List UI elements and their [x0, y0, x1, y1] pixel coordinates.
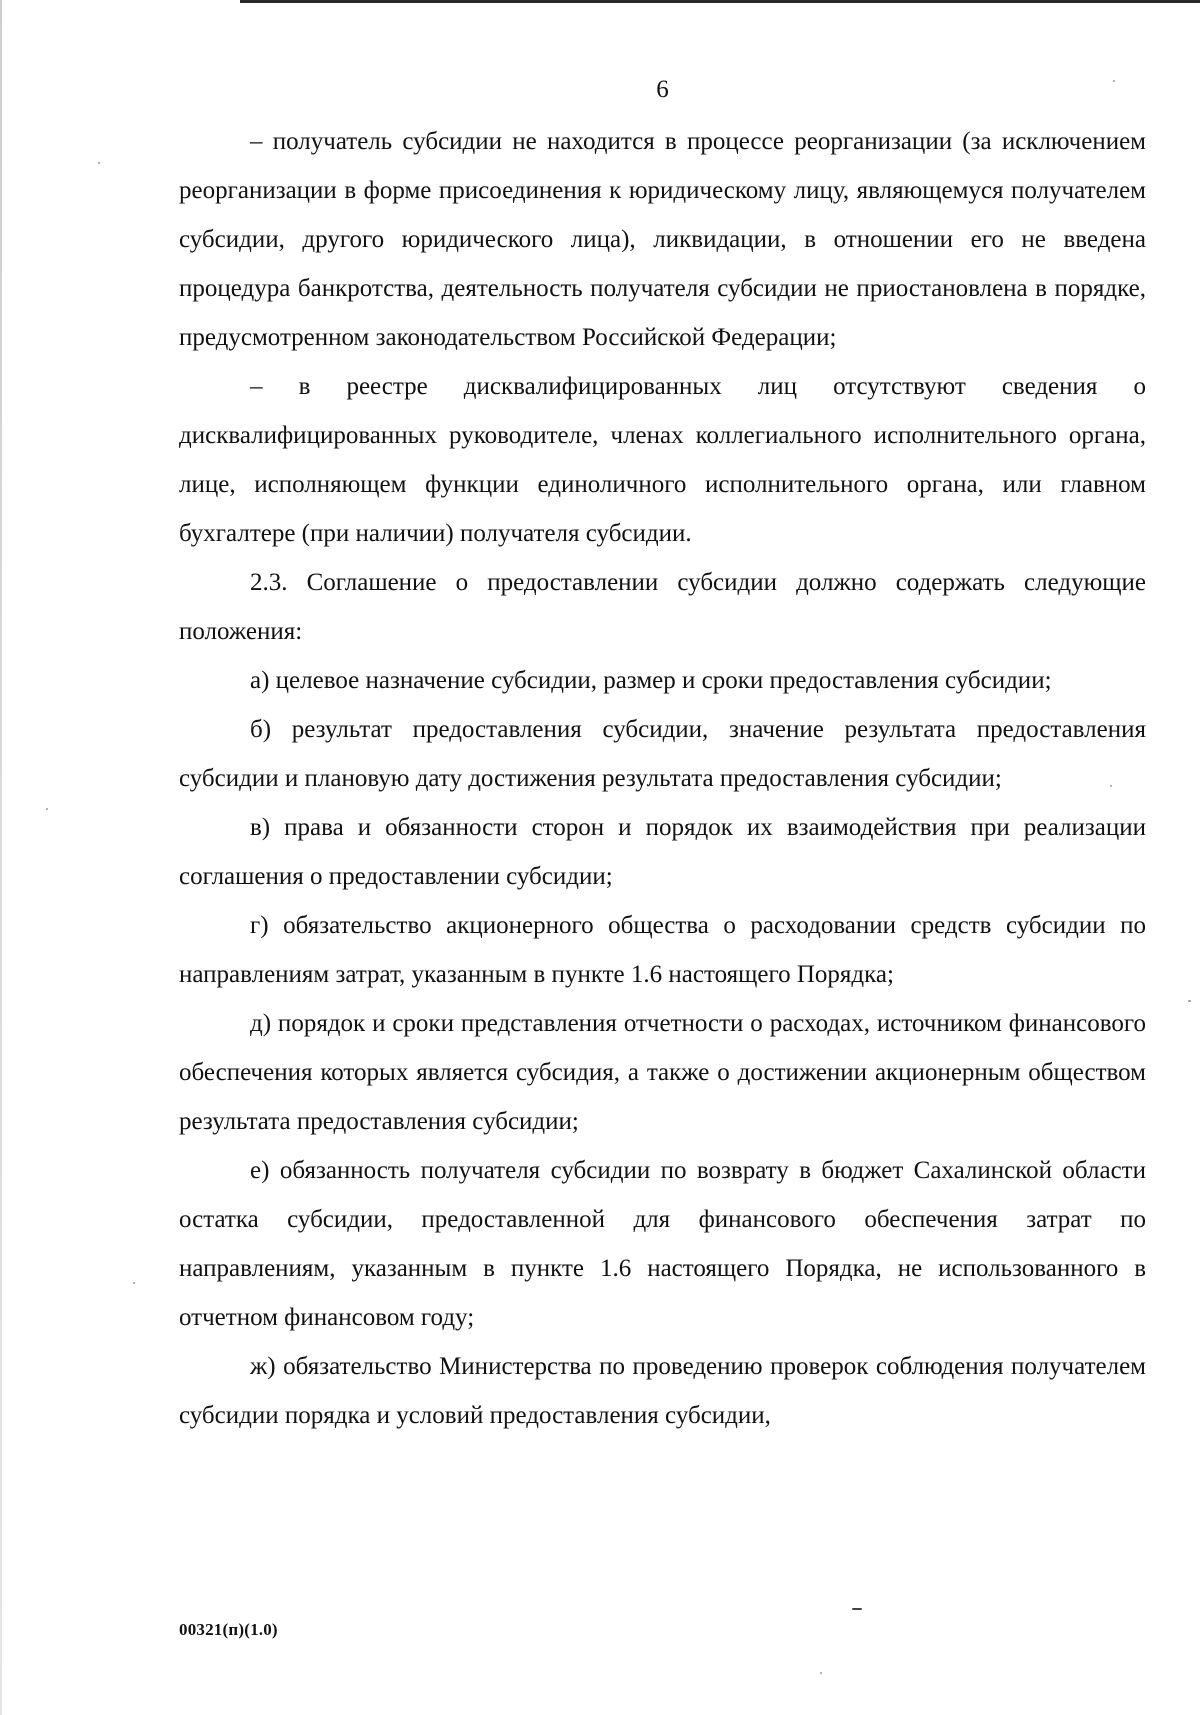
- scan-speck: [1113, 80, 1115, 82]
- scan-speck: [46, 808, 48, 810]
- list-item-zh: ж) обязательство Министерства по проведению проверок соблюдения получателем субсидии порядка и условий предоставления субсидии,: [179, 1353, 1146, 1429]
- list-item-b: б) результат предоставления субсидии, значение результата предоставления субсидии и плановую дату достижения результата предоставления субсидии;: [179, 716, 1146, 792]
- page-number: 6: [656, 76, 669, 103]
- scan-speck: [1188, 1000, 1191, 1002]
- paragraph-disqualified-persons: – в реестре дисквалифицированных лиц отсутствуют сведения о дисквалифицированных руководителе, членах коллегиального исполнительного органа, лице, исполняющем функции единоличного исполнительного органа, или главном бухгалтере (при наличии) получателя субсидии.: [179, 373, 1146, 547]
- list-item-g: г) обязательство акционерного общества о расходовании средств субсидии по направлениям затрат, указанным в пункте 1.6 настоящего Порядка;: [179, 912, 1146, 988]
- scan-speck: [133, 1282, 135, 1284]
- paragraph-reorganization: – получатель субсидии не находится в процессе реорганизации (за исключением реорганизации в форме присоединения к юридическому лицу, являющемуся получателем субсидии, другого юридического лица), ликвидации, в отношении его не введена процедура банкротства, деятельность получателя субсидии не приостановлена в порядке, предусмотренном законодательством Российской Федерации;: [179, 128, 1146, 351]
- scan-left-edge: [0, 0, 2, 1715]
- list-item-e: е) обязанность получателя субсидии по возврату в бюджет Сахалинской области остатка субсидии, предоставленной для финансового обеспечения затрат по направлениям, указанным в пункте 1.6 настоящего Порядка, не использованного в отчетном финансовом году;: [179, 1157, 1146, 1331]
- list-item-d: д) порядок и сроки представления отчетности о расходах, источником финансового обеспечения которых является субсидия, а также о достижении акционерным обществом результата предоставления субсидии;: [179, 1010, 1146, 1135]
- paragraph-2-3-agreement: 2.3. Соглашение о предоставлении субсидии должно содержать следующие положения:: [179, 569, 1146, 645]
- scan-speck: [1110, 785, 1112, 787]
- document-footer-code: 00321(п)(1.0): [179, 1620, 278, 1639]
- list-item-a: а) целевое назначение субсидии, размер и сроки предоставления субсидии;: [250, 667, 1052, 694]
- scan-speck: [820, 1672, 822, 1674]
- scan-top-edge: [240, 0, 1200, 3]
- document-body: [179, 117, 1146, 1440]
- list-item-v: в) права и обязанности сторон и порядок их взаимодействия при реализации соглашения о предоставлении субсидии;: [179, 814, 1146, 890]
- scan-speck: [852, 1608, 862, 1610]
- scan-speck: [98, 162, 100, 164]
